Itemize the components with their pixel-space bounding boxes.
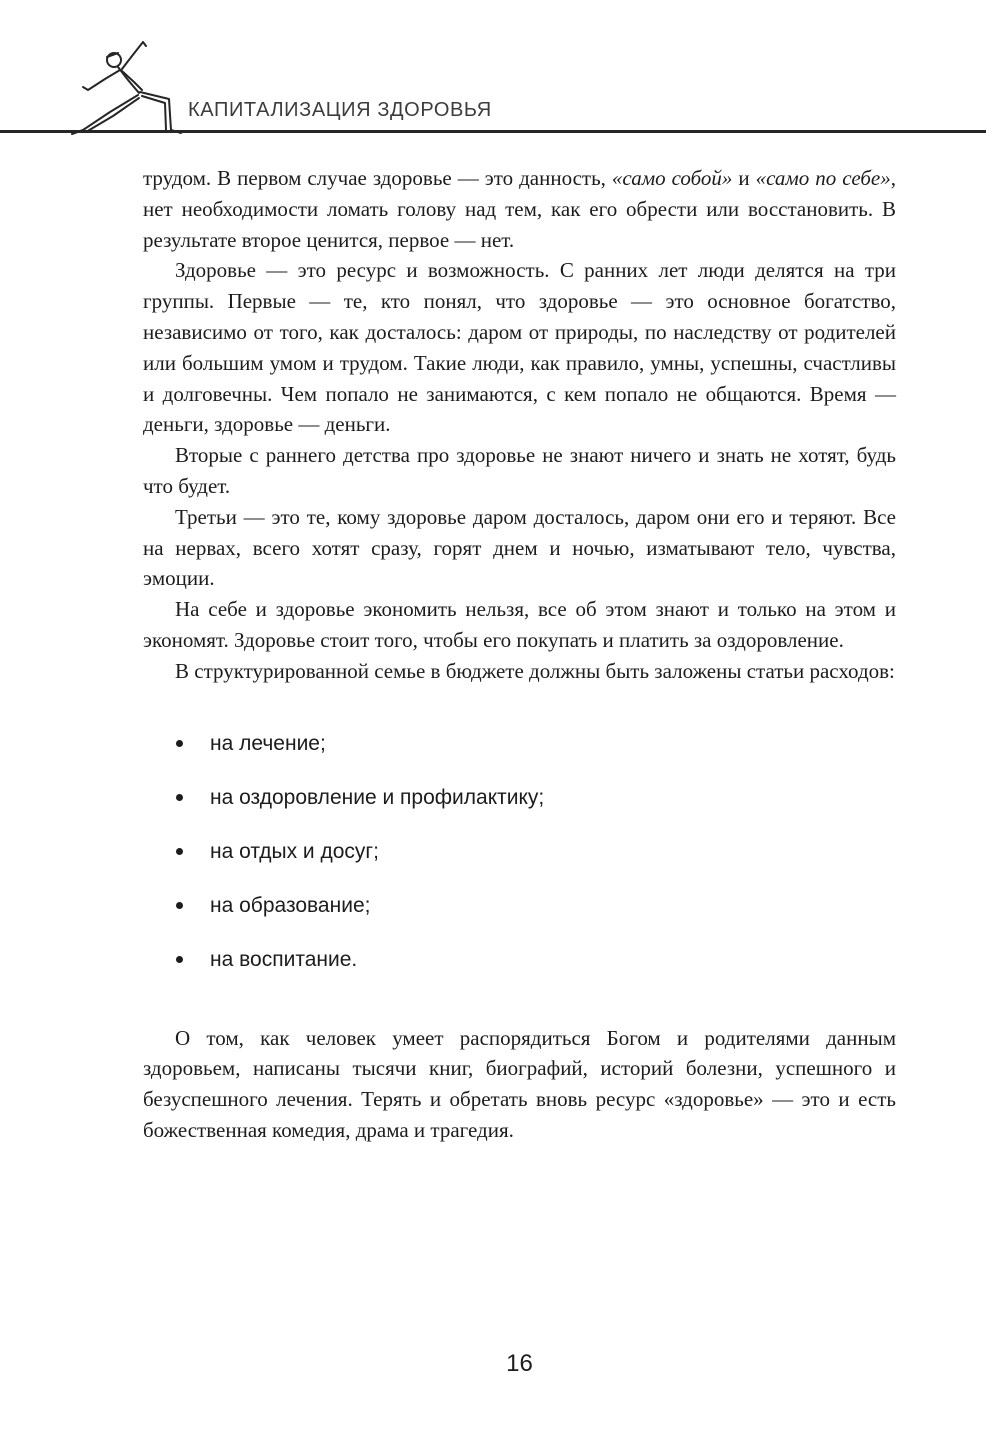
paragraph-1-conjunction: и bbox=[732, 166, 756, 190]
paragraph-4: Третьи — это те, кому здоровье даром досталось, даром они его и теряют. Все на нервах, всего хотят сразу, горят днем и ночью, изматывают тело, чувства, эмоции. bbox=[143, 504, 896, 591]
paragraph-1-italic-phrase-2: «само по себе» bbox=[755, 166, 891, 190]
list-item bbox=[143, 729, 896, 759]
bullet-icon bbox=[176, 740, 183, 747]
list-item-label: на оздоровление и профилактику; bbox=[210, 785, 545, 809]
paragraph-6: В структурированной семье в бюджете должны быть заложены статьи расходов: bbox=[175, 658, 895, 683]
bullet-icon bbox=[176, 956, 183, 963]
paragraph-1-text: трудом. В первом случае здоровье — это данность, bbox=[143, 166, 612, 190]
list-item bbox=[143, 945, 896, 975]
list-item-label: на отдых и досуг; bbox=[210, 839, 379, 863]
header-divider-rule bbox=[0, 130, 986, 133]
paragraph-3: Вторые с раннего детства про здоровье не знают ничего и знать не хотят, будь что будет. bbox=[143, 443, 896, 498]
list-item bbox=[143, 837, 896, 867]
expense-items-list bbox=[143, 729, 896, 975]
paragraph-7: О том, как человек умеет распорядиться Богом и родителями данным здоровьем, написаны тысячи книг, биографий, историй болезни, успешного и безуспешного лечения. Терять и обретать вновь ресурс «здоровье» — это и есть божественная комедия, драма и трагедия. bbox=[143, 1025, 896, 1142]
page-body-text bbox=[143, 163, 896, 1146]
bullet-icon bbox=[176, 902, 183, 909]
paragraph-5: На себе и здоровье экономить нельзя, все об этом знают и только на этом и экономят. Здоровье стоит того, чтобы его покупать и платить за оздоровление. bbox=[143, 597, 896, 652]
lunging-athlete-icon bbox=[58, 38, 208, 135]
list-item-label: на образование; bbox=[210, 893, 371, 917]
list-item bbox=[143, 891, 896, 921]
paragraph-1-text-end: , нет необходимости ломать голову над тем, как его обрести или восстановить. В результате второе ценится, первое — нет. bbox=[143, 166, 896, 252]
page-number: 16 bbox=[506, 1350, 533, 1377]
paragraph-1 bbox=[143, 163, 896, 255]
bullet-icon bbox=[176, 794, 183, 801]
paragraph-1-italic-phrase-1: «само собой» bbox=[611, 166, 733, 190]
list-item bbox=[143, 783, 896, 813]
paragraph-2: Здоровье — это ресурс и возможность. С ранних лет люди делятся на три группы. Первые — те, кто понял, что здоровье — это основное богатство, независимо от того, как досталось: даром от природы, по наследству от родителей или большим умом и трудом. Такие люди, как правило, умны, успешны, счастливы и долговечны. Чем попало не занимаются, с кем попало не общаются. Время — деньги, здоровье — деньги. bbox=[143, 258, 896, 437]
bullet-icon bbox=[176, 848, 183, 855]
list-item-label: на лечение; bbox=[210, 731, 326, 755]
running-head-title: КАПИТАЛИЗАЦИЯ ЗДОРОВЬЯ bbox=[188, 99, 492, 121]
list-item-label: на воспитание. bbox=[210, 947, 358, 971]
